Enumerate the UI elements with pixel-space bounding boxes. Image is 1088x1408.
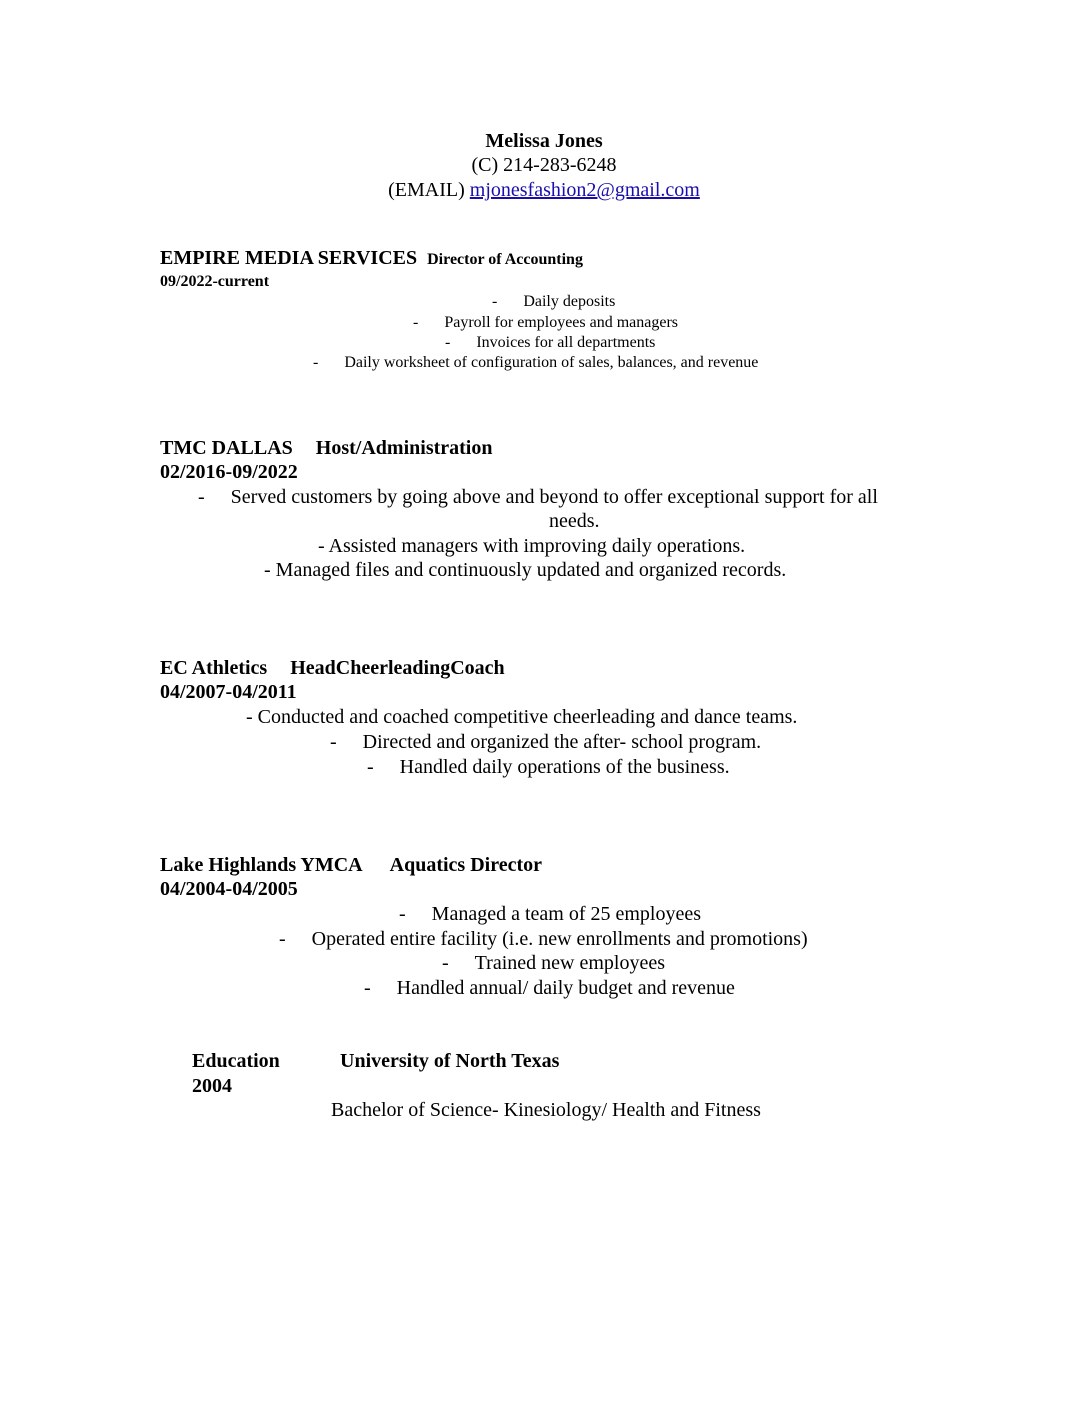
list-item: - Trained new employees (442, 952, 666, 974)
company-name: TMC DALLAS (160, 437, 293, 459)
list-item-continued: needs. (549, 510, 600, 532)
job-dates: 04/2004-04/2005 (160, 878, 298, 900)
job-title: Host/Administration (315, 437, 493, 459)
job-dates: 04/2007-04/2011 (160, 681, 297, 703)
list-item: - Daily worksheet of configuration of sales, balances, and revenue (313, 354, 759, 371)
list-item: - Conducted and coached competitive cheerleading and dance teams. (246, 706, 798, 728)
job-heading (160, 854, 542, 877)
list-item: - Payroll for employees and managers (413, 314, 679, 331)
list-item: - Assisted managers with improving daily operations. (318, 535, 746, 557)
company-name: EC Athletics (160, 657, 268, 679)
job-title: HeadCheerleadingCoach (290, 657, 505, 679)
job-title: Director of Accounting (427, 251, 583, 268)
email-prefix: (EMAIL) (388, 179, 465, 201)
list-item: - Handled daily operations of the business. (367, 756, 730, 778)
company-name: Lake Highlands YMCA (160, 854, 363, 876)
list-item: - Invoices for all departments (445, 334, 656, 351)
degree: Bachelor of Science- Kinesiology/ Health and Fitness (331, 1099, 761, 1121)
job-dates: 02/2016-09/2022 (160, 461, 298, 483)
job-heading (160, 247, 583, 270)
list-item: - Managed a team of 25 employees (399, 903, 702, 925)
list-item: - Operated entire facility (i.e. new enrollments and promotions) (279, 928, 808, 950)
job-dates: 09/2022-current (160, 273, 270, 290)
education-label: Education (192, 1050, 280, 1072)
list-item: - Handled annual/ daily budget and revenue (364, 977, 735, 999)
list-item: - Daily deposits (492, 293, 616, 310)
phone-number: (C) 214-283-6248 (471, 154, 617, 176)
list-item: - Directed and organized the after- school program. (330, 731, 762, 753)
list-item: - Managed files and continuously updated and organized records. (264, 559, 787, 581)
resume-name: Melissa Jones (485, 130, 603, 152)
email-link[interactable]: mjonesfashion2@gmail.com (469, 179, 700, 201)
school-name: University of North Texas (340, 1050, 560, 1072)
list-item: - Served customers by going above and beyond to offer exceptional support for all (198, 486, 878, 508)
email-line (0, 179, 1088, 202)
job-title: Aquatics Director (389, 854, 543, 876)
job-heading (160, 437, 492, 460)
graduation-year: 2004 (192, 1075, 232, 1097)
company-name: EMPIRE MEDIA SERVICES (160, 247, 418, 269)
job-heading (160, 657, 505, 680)
